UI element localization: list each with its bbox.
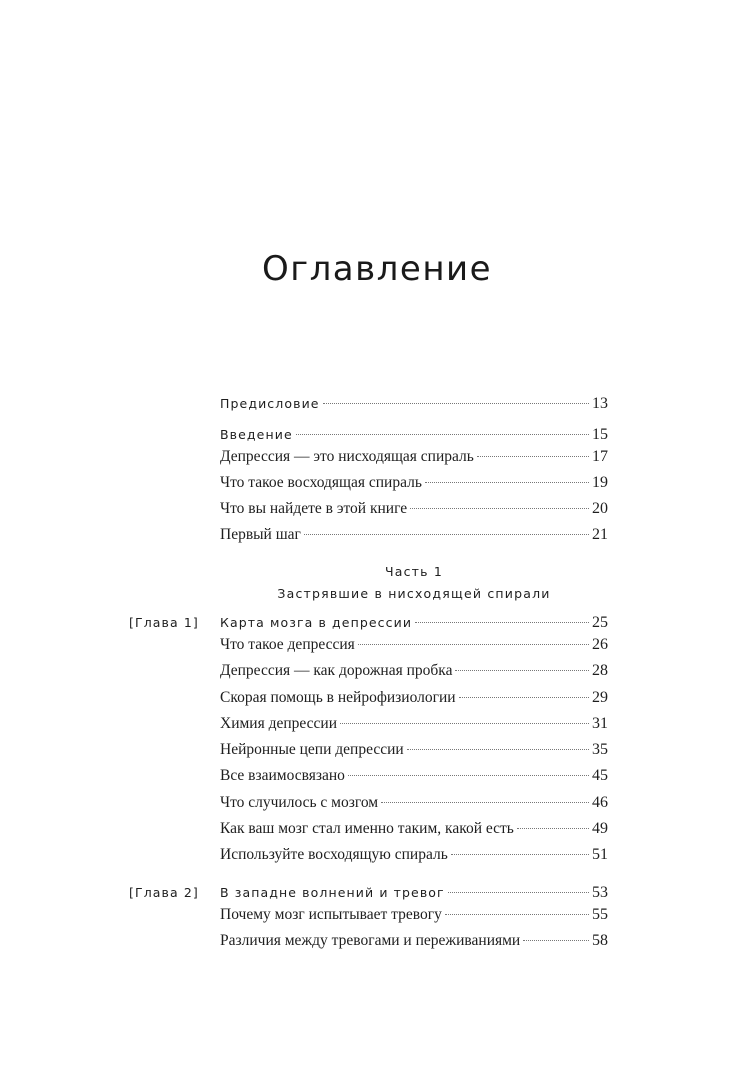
dot-leader [445,914,589,915]
toc-entry-preface[interactable] [220,393,608,415]
dot-leader [451,854,589,855]
dot-leader [340,723,589,724]
toc-entry-label: В западне волнений и тревог [220,885,445,900]
page-title: Оглавление [261,249,493,289]
toc-entry-label: Предисловие [220,396,320,411]
toc-entry-label: Введение [220,427,293,442]
dot-leader [348,775,589,776]
toc-entry[interactable] [220,524,608,546]
toc-entry-introduction[interactable] [220,424,608,446]
toc-entry[interactable] [220,930,608,952]
chapter-number: [Глава 1] [129,615,199,630]
toc-entry-page: 19 [592,474,608,491]
toc-entry-page: 51 [592,846,608,863]
toc-entry[interactable] [220,765,608,787]
chapter-number: [Глава 2] [129,885,199,900]
toc-entry-page: 25 [592,614,608,631]
toc-entry-label: Используйте восходящую спираль [220,846,448,863]
toc-entry-page: 49 [592,820,608,837]
toc-entry-label: Карта мозга в депрессии [220,615,413,630]
toc-entry-label: Что такое восходящая спираль [220,474,422,491]
toc-chapter-title[interactable] [220,612,608,634]
toc-entry-page: 15 [592,426,608,443]
dot-leader [407,749,589,750]
toc-entry-label: Все взаимосвязано [220,767,345,784]
toc-entry[interactable] [220,634,608,656]
toc-entry-label: Скорая помощь в нейрофизиологии [220,689,456,706]
toc-entry-page: 20 [592,500,608,517]
toc-entry[interactable] [220,498,608,520]
toc-entry-label: Различия между тревогами и переживаниями [220,932,521,949]
toc-entry-label: Химия депрессии [220,715,338,732]
toc-entry-label: Первый шаг [220,526,301,543]
toc-entry-page: 55 [592,906,608,923]
toc-entry-page: 53 [592,884,608,901]
toc-entry[interactable] [220,818,608,840]
part-label: Часть 1 [384,564,444,579]
part-title: Застрявшие в нисходящей спирали [277,586,551,601]
dot-leader [415,622,589,623]
dot-leader [410,508,589,509]
toc-entry-page: 21 [592,526,608,543]
toc-entry-label: Нейронные цепи депрессии [220,741,404,758]
toc-entry[interactable] [220,660,608,682]
toc-entry[interactable] [220,844,608,866]
dot-leader [304,534,589,535]
toc-entry-page: 28 [592,662,608,679]
dot-leader [323,403,589,404]
toc-entry-label: Депрессия — как дорожная пробка [220,662,453,679]
dot-leader [477,456,589,457]
toc-entry[interactable] [220,904,608,926]
dot-leader [358,644,589,645]
dot-leader [523,940,589,941]
toc-entry-page: 45 [592,767,608,784]
dot-leader [455,670,589,671]
toc-entry[interactable] [220,739,608,761]
toc-entry[interactable] [220,687,608,709]
dot-leader [296,434,589,435]
toc-entry-label: Что такое депрессия [220,636,355,653]
dot-leader [459,697,589,698]
toc-entry[interactable] [220,792,608,814]
toc-entry-label: Что случилось с мозгом [220,794,379,811]
toc-entry-page: 13 [592,395,608,412]
toc-entry-label: Депрессия — это нисходящая спираль [220,448,474,465]
toc-entry[interactable] [220,472,608,494]
toc-entry-label: Что вы найдете в этой книге [220,500,408,517]
dot-leader [517,828,589,829]
toc-entry-page: 31 [592,715,608,732]
dot-leader [381,802,589,803]
dot-leader [448,892,589,893]
toc-entry-page: 29 [592,689,608,706]
toc-entry-page: 35 [592,741,608,758]
dot-leader [425,482,589,483]
toc-chapter-title[interactable] [220,882,608,904]
toc-entry[interactable] [220,713,608,735]
toc-entry-label: Как ваш мозг стал именно таким, какой есть [220,820,514,837]
toc-entry[interactable] [220,446,608,468]
toc-entry-label: Почему мозг испытывает тревогу [220,906,442,923]
toc-entry-page: 58 [592,932,608,949]
toc-entry-page: 17 [592,448,608,465]
toc-entry-page: 26 [592,636,608,653]
toc-entry-page: 46 [592,794,608,811]
